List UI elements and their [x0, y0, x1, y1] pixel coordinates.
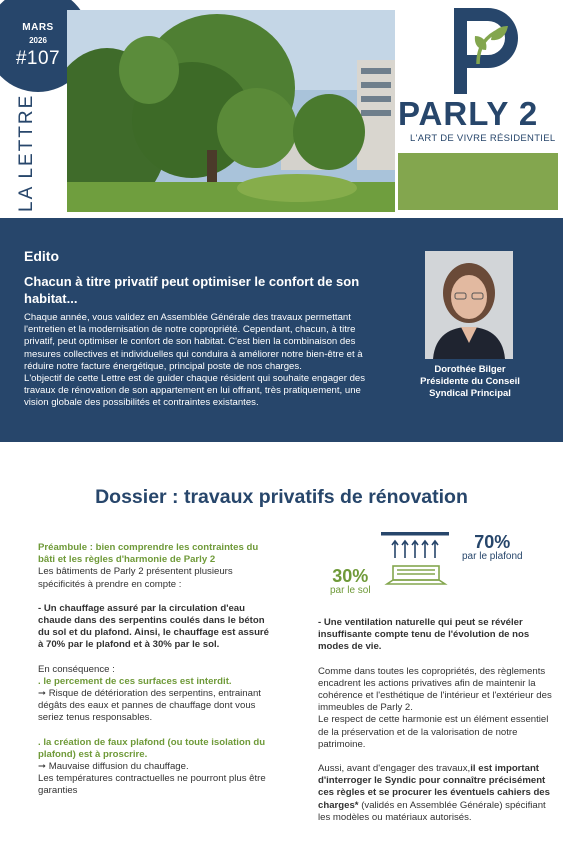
- rules-text: Comme dans toutes les copropriétés, des règlements encadrent les actions privatives afin de maintenir la cohérence et l'esthétique de l'intérieur et l'extérieur des immeubles de Parly 2.: [318, 665, 552, 714]
- preamble-heading: Préambule : bien comprendre les contraintes du bâti et les règles d'harmonie de Parly 2: [38, 542, 259, 566]
- edito-body: [24, 312, 376, 410]
- brand-tagline: L'ART DE VIVRE RÉSIDENTIEL: [410, 133, 556, 144]
- rule-2: . la création de faux plafond (ou toute isolation du plafond) est à proscrire.: [38, 736, 266, 760]
- newsletter-header: [0, 0, 563, 218]
- edito-heading: Edito: [24, 248, 59, 264]
- residence-photo: [67, 10, 395, 212]
- rule-2-detail: ➞ Mauvaise diffusion du chauffage.: [38, 761, 189, 773]
- issue-year: 2026: [29, 36, 47, 45]
- parly2-logo-icon: [448, 6, 520, 96]
- issue-number: #107: [15, 48, 61, 69]
- rule-2-detail: Les températures contractuelles ne pourront plus être garanties: [38, 773, 266, 797]
- signatory-name: Dorothée Bilger: [434, 364, 506, 375]
- advice-bold: il est important d'interroger le Syndic pour connaître précisément ces règles et se procurer les éventuels cahiers des charges*: [318, 763, 550, 811]
- heating-text: - Un chauffage assuré par la circulation d'eau chaude dans des serpentins coulés dans le béton du sol et du plafond. Ainsi, le chauffage est assuré à 70% par le plafond et à 30% par le sol.: [38, 602, 270, 651]
- rule-1: . le percement de ces surfaces est interdit.: [38, 675, 232, 687]
- edito-signature: [400, 364, 540, 400]
- consequence-intro: En conséquence :: [38, 663, 115, 675]
- floor-pct-label: par le sol: [330, 585, 371, 596]
- dossier-right-column: [318, 617, 554, 836]
- floor-percentage: [330, 566, 371, 596]
- brand-accent-block: [398, 153, 558, 210]
- floor-pct-value: 30%: [332, 566, 369, 586]
- signatory-portrait: [425, 251, 513, 359]
- ceiling-pct-value: 70%: [474, 532, 511, 552]
- edito-paragraph: Chaque année, vous validez en Assemblée Générale des travaux permettant l'entretien et la modernisation de notre copropriété. Cependant, chacun, à titre privatif, peut optimiser le confort de son habitat. C'est bien la combinaison des mesures collectives et individuelles qui conduira à améliorer notre bien-être et à réduire notre facture énergétique, principal poste de nos charges.: [24, 312, 363, 372]
- dossier-title: Dossier : travaux privatifs de rénovation: [95, 486, 468, 508]
- preamble-text: Les bâtiments de Parly 2 présentent plusieurs spécificités à prendre en compte :: [38, 566, 233, 590]
- rule-1-detail: ➞ Risque de détérioration des serpentins, entrainant dégâts des eaux et pannes de chauffage dont vous seriez tenus responsables.: [38, 688, 261, 724]
- dossier-left-column: [38, 542, 276, 798]
- advice-text: [318, 763, 554, 824]
- rules-text: Le respect de cette harmonie est un élément essentiel de la préservation et de la valorisation de notre patrimoine.: [318, 714, 549, 750]
- advice-start: Aussi, avant d'engager des travaux,: [318, 763, 471, 775]
- ventilation-text: - Une ventilation naturelle qui peut se révéler insuffisante compte tenu de l'évolution de nos modes de vie.: [318, 617, 530, 653]
- edito-paragraph: L'objectif de cette Lettre est de guider chaque résident qui souhaite engager des travaux de rénovation de son appartement en lui offrant, très pratiquement, une vision globale des possibilités et contraintes existantes.: [24, 373, 366, 409]
- signatory-role: Présidente du Conseil: [420, 376, 520, 387]
- edito-subtitle: Chacun à titre privatif peut optimiser le confort de son habitat...: [24, 274, 360, 306]
- brand-name: PARLY 2: [398, 95, 539, 132]
- vertical-title: LA LETTRE: [16, 93, 37, 212]
- ceiling-percentage: [462, 532, 523, 562]
- ceiling-pct-label: par le plafond: [462, 551, 523, 562]
- advice-end: (validés en Assemblée Générale) spécifiant les modèles ou matériaux autorisés.: [318, 799, 546, 823]
- signatory-role: Syndical Principal: [429, 388, 511, 399]
- edito-section: [0, 218, 563, 442]
- issue-month: MARS: [22, 22, 54, 33]
